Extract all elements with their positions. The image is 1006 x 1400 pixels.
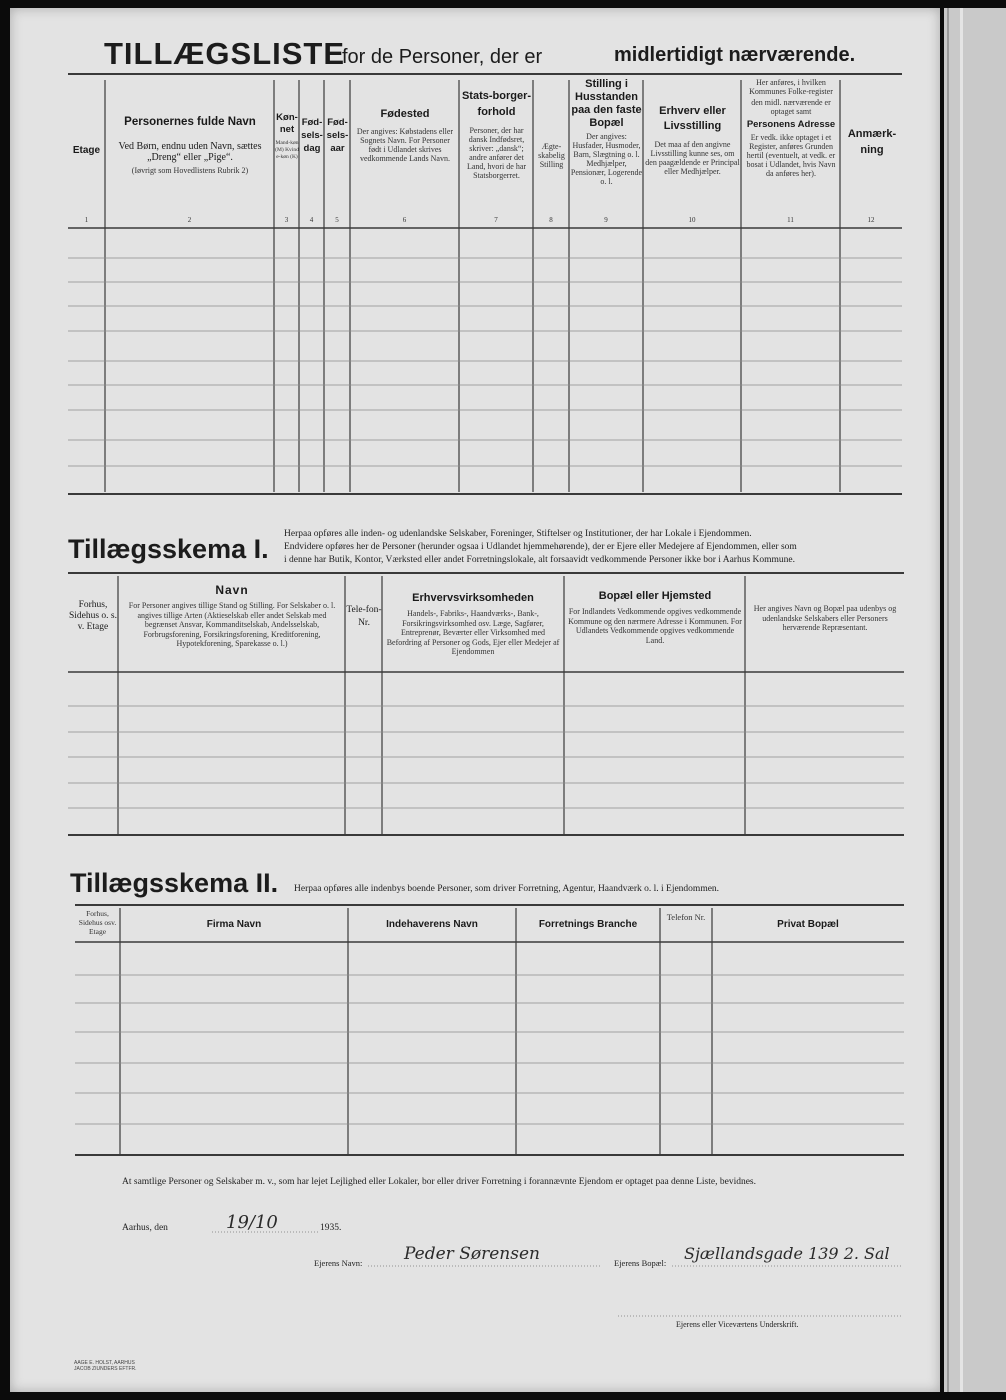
col-etage-header: Etage (72, 145, 101, 156)
col-foedested-desc: Der angives: Købstadens eller Sognets Navn. For Personer født i Udlandet skrives vedkommende Lands Navn. (356, 127, 454, 163)
owner-name-label: Ejerens Navn: (314, 1258, 363, 1268)
col-num-8: 8 (549, 216, 553, 224)
col-statsborger-title: Stats-borger-forhold (461, 90, 532, 118)
col-adresse-desc: Er vedk. ikke optaget i et Register, anføres Grunden hertil (eventuelt, at vedk. er bosat i Udlandet, hvis Navn da anføres her). (746, 133, 836, 178)
col-navn-title: Personernes fulde Navn (124, 116, 256, 128)
skema1-col-erhverv (385, 592, 561, 657)
skema2-col-firma: Firma Navn (206, 919, 262, 930)
col-erhverv-title: Erhverv eller Livsstilling (659, 105, 726, 132)
col-num-6: 6 (402, 216, 407, 224)
col-num-7: 7 (494, 216, 498, 224)
skema1-col-representant: Her angives Navn og Bopæl paa udenbys og udenlandske Selskabers eller Personers herværende Repræsentant. (753, 604, 897, 632)
col-num-3: 3 (284, 216, 289, 224)
col-statsborger-header (461, 88, 532, 180)
col-erhverv-header (645, 104, 740, 176)
attestation-text: At samtlige Personer og Selskaber m. v., som har lejet Lejlighed eller Lokaler, bor eller driver Forretning i forannævnte Ejendom er optaget paa denne Liste, bevidnes. (122, 1177, 756, 1187)
skema1-title: Tillægsskema I. (68, 534, 269, 564)
col-adresse-desc-top: den midl. nærværende er optaget samt (751, 98, 831, 116)
skema1-col-bopael-desc: For Indlandets Vedkommende opgives vedkommende Kommune og den nærmere Adresse i Kommunen. For Udlandets Vedkommende opgives vedkommende Land. (568, 607, 742, 645)
col-num-11: 11 (787, 216, 794, 224)
owner-address-handwritten: Sjællandsgade 139 2. Sal (684, 1244, 890, 1263)
col-aegteskabelig-header: Ægte-skabelig Stilling (538, 142, 565, 169)
skema2-col-etage: Forhus, Sidehus osv. Etage (78, 909, 117, 936)
col-foedselsdag-header: Fød-sels-dag (301, 117, 323, 154)
skema2-description: Herpaa opføres alle indenbys boende Personer, som driver Forretning, Agentur, Haandværk o. l. i Ejendommen. (294, 884, 720, 894)
col-navn-header (106, 116, 274, 175)
skema1-desc-line1: Herpaa opføres alle inden- og udenlandske Selskaber, Foreninger, Stiftelser og Institutioner, der har Lokale i Ejendommen. (284, 529, 752, 539)
col-foedested-header (353, 108, 457, 163)
skema2-col-indehaver: Indehaverens Navn (386, 919, 478, 930)
skema1-col-bopael-title: Bopæl eller Hjemsted (598, 590, 712, 602)
col-navn-desc: Ved Børn, endnu uden Navn, sættes „Dreng“ eller „Pige“. (118, 141, 262, 163)
skema2-title: Tillægsskema II. (70, 868, 279, 898)
signature-label: Ejerens eller Viceværtens Underskrift. (676, 1320, 799, 1329)
skema2-col-branche: Forretnings Branche (538, 919, 638, 930)
col-koen-header (275, 112, 299, 161)
col-koen-desc: Mand-køn (M) Kvinde-køn (K) (275, 140, 299, 160)
col-stilling-title: Stilling i Husstanden paa den faste Bopæl (571, 78, 642, 129)
col-foedselsaar-header: Fød-sels-aar (326, 117, 349, 154)
skema1-col-navn (122, 584, 342, 649)
skema1-desc-line2: Endvidere opføres her de Personer (herunder ogsaa i Udlandet hjemmehørende), der er Ejere eller Medejere af Ejendommen, eller som (284, 542, 797, 552)
skema1-col-bopael (568, 590, 742, 645)
col-num-4: 4 (309, 216, 314, 224)
skema1-col-navn-desc: For Personer angives tillige Stand og Stilling. For Selskaber o. l. angives tillige Arten (Aktieselskab eller andet Selskab med begrænset Ansvar, Kommanditselskab, Andelsselskab, Forbrugsforening, Forsikringsforening, Kreditforening, Hypotekforening, Sparekasse o. l.) (128, 601, 336, 648)
col-stilling-header (570, 78, 643, 186)
date-handwritten: 19/10 (226, 1212, 278, 1233)
skema1-col-erhverv-title: Erhvervsvirksomheden (412, 592, 534, 604)
form-title: TILLÆGSLISTE (104, 36, 346, 71)
skema1-col-telefon: Tele-fon-Nr. (346, 605, 382, 628)
skema1-col-etage: Forhus, Sidehus o. s. v. Etage (68, 600, 118, 632)
col-koen-title: Køn-net (276, 112, 298, 135)
col-adresse-header (742, 78, 840, 178)
col-num-2: 2 (187, 216, 192, 224)
place-label: Aarhus, den (122, 1223, 168, 1233)
printer-imprint: AAGE E. HOLST, AARHUS JACOB ZIUNDERS EFTFR. (74, 1360, 137, 1372)
col-num-10: 10 (688, 216, 696, 224)
col-adresse-title: Personens Adresse (746, 119, 836, 130)
skema2-col-telefon: Telefon Nr. (666, 912, 706, 922)
skema1-col-navn-title: Navn (215, 583, 249, 597)
form-subtitle-bold: midlertidigt nærværende. (614, 44, 856, 66)
col-num-9: 9 (604, 216, 608, 224)
col-navn-note: (Iøvrigt som Hovedlistens Rubrik 2) (131, 166, 249, 175)
col-adresse-top: Her anføres, i hvilken Kommunes Folke-register (749, 78, 833, 96)
skema1-desc-line3: i denne har Butik, Kontor, Værksted eller andet Forretningslokale, alt forsaavidt vedkommende Personer ikke bor i Aarhus Kommune. (284, 555, 796, 565)
col-anmaerkning-header: Anmærk-ning (847, 128, 897, 156)
skema2-col-bopael: Privat Bopæl (777, 919, 839, 930)
col-stilling-desc: Der angives: Husfader, Husmoder, Barn, Slægtning o. l. Medhjælper, Pensionær, Logerende o. l. (570, 132, 643, 186)
col-num-12: 12 (867, 216, 875, 224)
owner-name-signature: Peder Sørensen (404, 1244, 540, 1264)
skema1-description (284, 528, 904, 567)
col-num-1: 1 (84, 216, 89, 224)
owner-address-label: Ejerens Bopæl: (614, 1258, 667, 1268)
col-statsborger-desc: Personer, der har dansk Indfødsret, skriver: „dansk“; andre anfører det Land, hvori de har Statsborgerret. (466, 126, 527, 180)
col-erhverv-desc: Det maa af den angivne Livsstilling kunne ses, om den paagældende er Principal eller Medhjælper. (645, 140, 740, 176)
form-subtitle: for de Personer, der er (342, 46, 543, 68)
col-foedested-title: Fødested (380, 108, 430, 120)
year-label: 1935. (320, 1223, 342, 1233)
skema1-col-erhverv-desc: Handels-, Fabriks-, Haandværks-, Bank-, Forsikringsvirksomhed osv. Læge, Sagfører, Entreprenør, Beværter eller Virksomhed med Befordring af Personer og Gods, Ejer eller Medejer af Ejendommen (386, 609, 560, 656)
col-num-5: 5 (335, 216, 339, 224)
